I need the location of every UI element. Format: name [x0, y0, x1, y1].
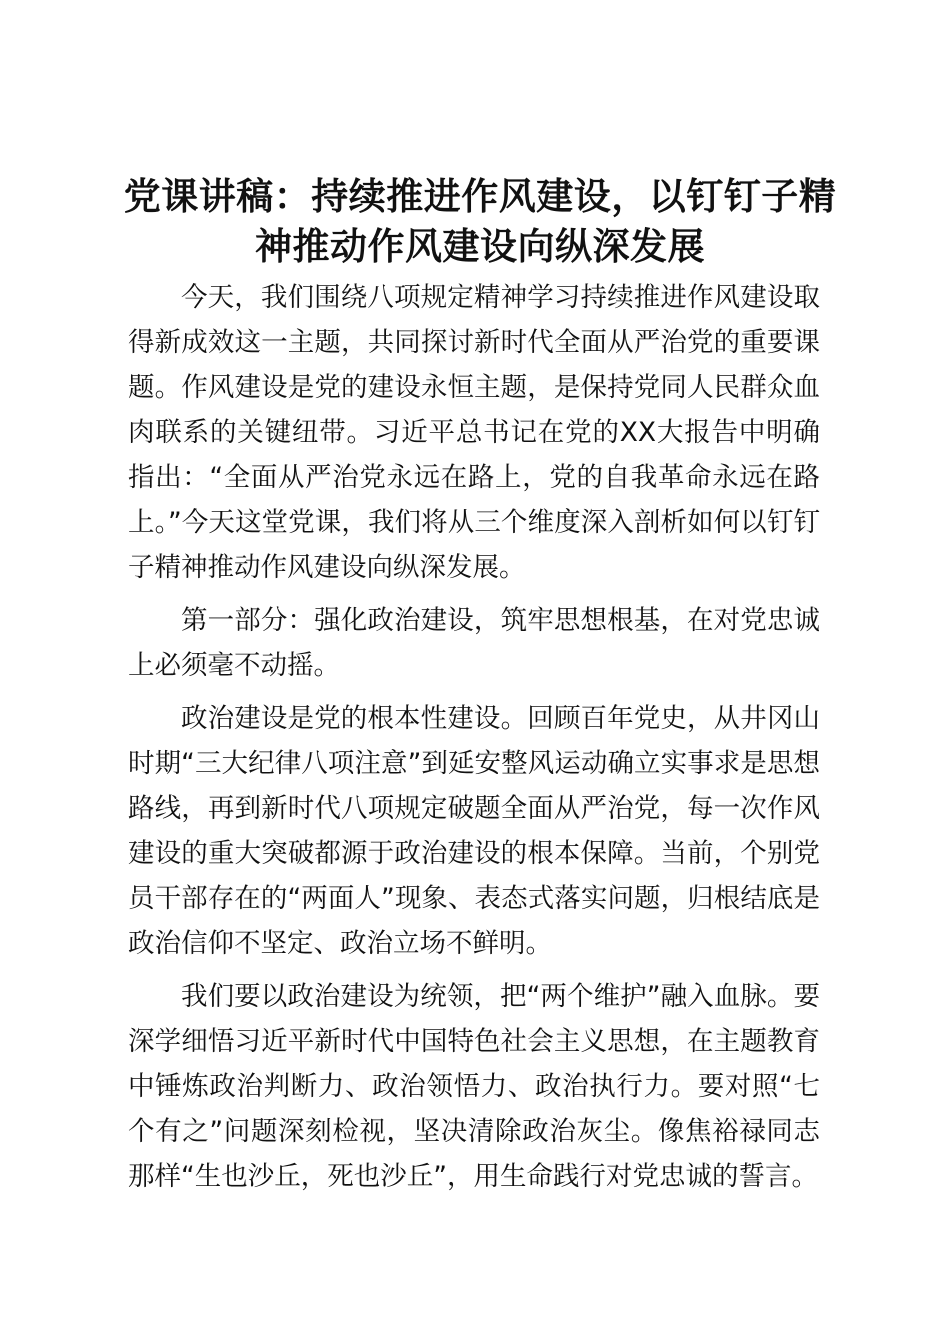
paragraph-two-upholds: 我们要以政治建设为统领，把“两个维护”融入血脉。要深学细悟习近平新时代中国特色社会主义思想，在主题教育中锤炼政治判断力、政治领悟力、政治执行力。要对照“七个有之”问题深刻检视，坚决清除政治灰尘。像焦裕禄同志那样“生也沙丘，死也沙丘”，用生命践行对党忠诚的誓言。 [128, 981, 820, 1192]
paragraph-section-heading: 第一部分：强化政治建设，筑牢思想根基，在对党忠诚上必须毫不动摇。 [128, 605, 820, 681]
document-title: 党课讲稿：持续推进作风建设，以钉钉子精神推动作风建设向纵深发展 [123, 175, 837, 268]
paragraph-intro: 今天，我们围绕八项规定精神学习持续推进作风建设取得新成效这一主题，共同探讨新时代全面从严治党的重要课题。作风建设是党的建设永恒主题，是保持党同人民群众血肉联系的关键纽带。习近平总书记在党的XX大报告中明确指出：“全面从严治党永远在路上，党的自我革命永远在路上。”今天这堂党课，我们将从三个维度深入剖析如何以钉钉子精神推动作风建设向纵深发展。 [128, 282, 820, 583]
document-body [128, 275, 820, 1207]
paragraph-political-building: 政治建设是党的根本性建设。回顾百年党史，从井冈山时期“三大纪律八项注意”到延安整风运动确立实事求是思想路线，再到新时代八项规定破题全面从严治党，每一次作风建设的重大突破都源于政治建设的根本保障。当前，个别党员干部存在的“两面人”现象、表态式落实问题，归根结底是政治信仰不坚定、政治立场不鲜明。 [128, 703, 820, 959]
